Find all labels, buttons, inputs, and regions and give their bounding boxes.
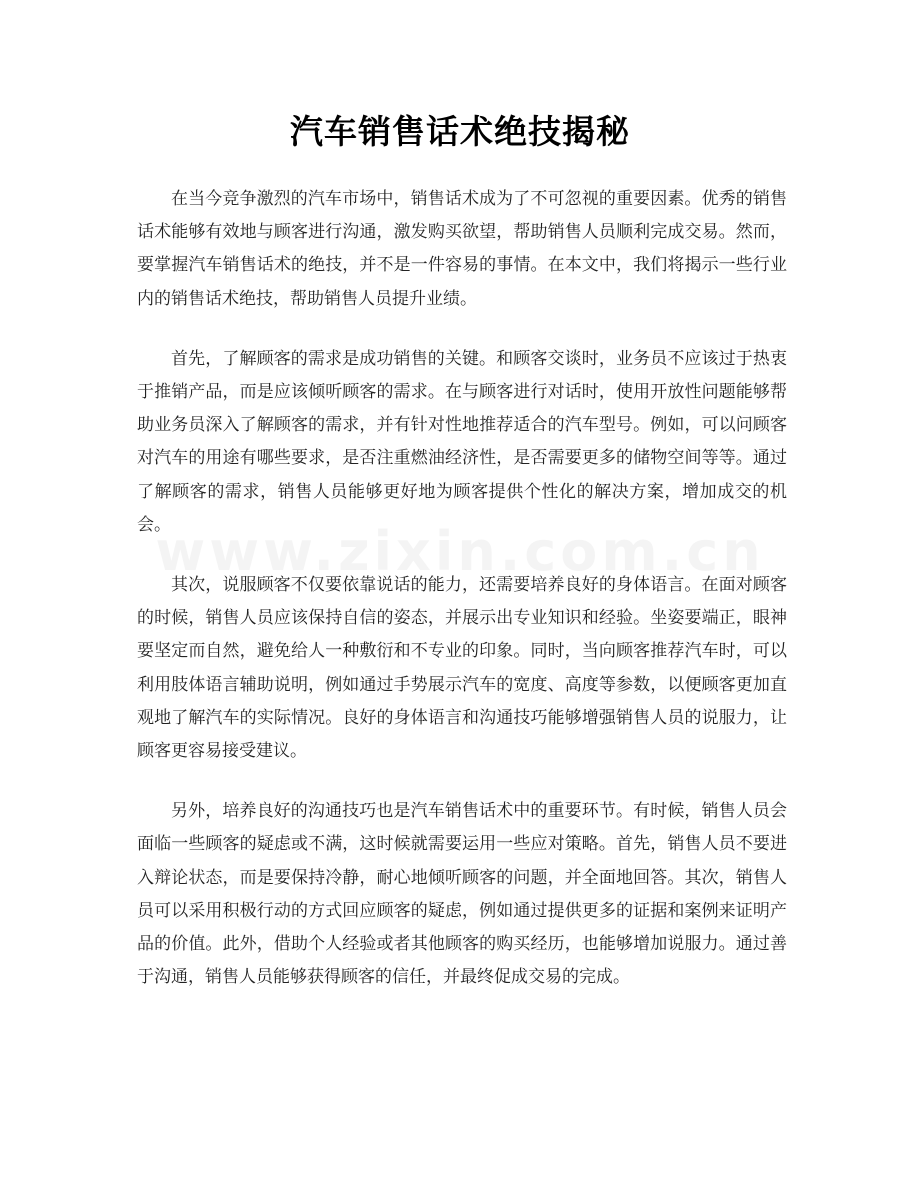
document-body [137,183,787,1021]
paragraph-communication: 另外，培养良好的沟通技巧也是汽车销售话术中的重要环节。有时候，销售人员会面临一些顾客的疑虑或不满，这时候就需要运用一些应对策略。首先，销售人员不要进入辩论状态，而是要保持冷静，耐心地倾听顾客的问题，并全面地回答。其次，销售人员可以采用积极行动的方式回应顾客的疑虑，例如通过提供更多的证据和案例来证明产品的价值。此外，借助个人经验或者其他顾客的购买经历，也能够增加说服力。通过善于沟通，销售人员能够获得顾客的信任，并最终促成交易的完成。 [137,801,787,988]
paragraph-customer-needs: 首先，了解顾客的需求是成功销售的关键。和顾客交谈时，业务员不应该过于热衷于推销产品，而是应该倾听顾客的需求。在与顾客进行对话时，使用开放性问题能够帮助业务员深入了解顾客的需求，并有针对性地推荐适合的汽车型号。例如，可以问顾客对汽车的用途有哪些要求，是否注重燃油经济性，是否需要更多的储物空间等等。通过了解顾客的需求，销售人员能够更好地为顾客提供个性化的解决方案，增加成交的机会。 [137,348,787,535]
document-title: 汽车销售话术绝技揭秘 [290,112,630,151]
paragraph-intro: 在当今竞争激烈的汽车市场中，销售话术成为了不可忽视的重要因素。优秀的销售话术能够有效地与顾客进行沟通，激发购买欲望，帮助销售人员顺利完成交易。然而，要掌握汽车销售话术的绝技，并不是一件容易的事情。在本文中，我们将揭示一些行业内的销售话术绝技，帮助销售人员提升业绩。 [137,189,787,309]
paragraph-body-language: 其次，说服顾客不仅要依靠说话的能力，还需要培养良好的身体语言。在面对顾客的时候，销售人员应该保持自信的姿态，并展示出专业知识和经验。坐姿要端正，眼神要坚定而自然，避免给人一种敷衍和不专业的印象。同时，当向顾客推荐汽车时，可以利用肢体语言辅助说明，例如通过手势展示汽车的宽度、高度等参数，以便顾客更加直观地了解汽车的实际情况。良好的身体语言和沟通技巧能够增强销售人员的说服力，让顾客更容易接受建议。 [137,575,787,762]
